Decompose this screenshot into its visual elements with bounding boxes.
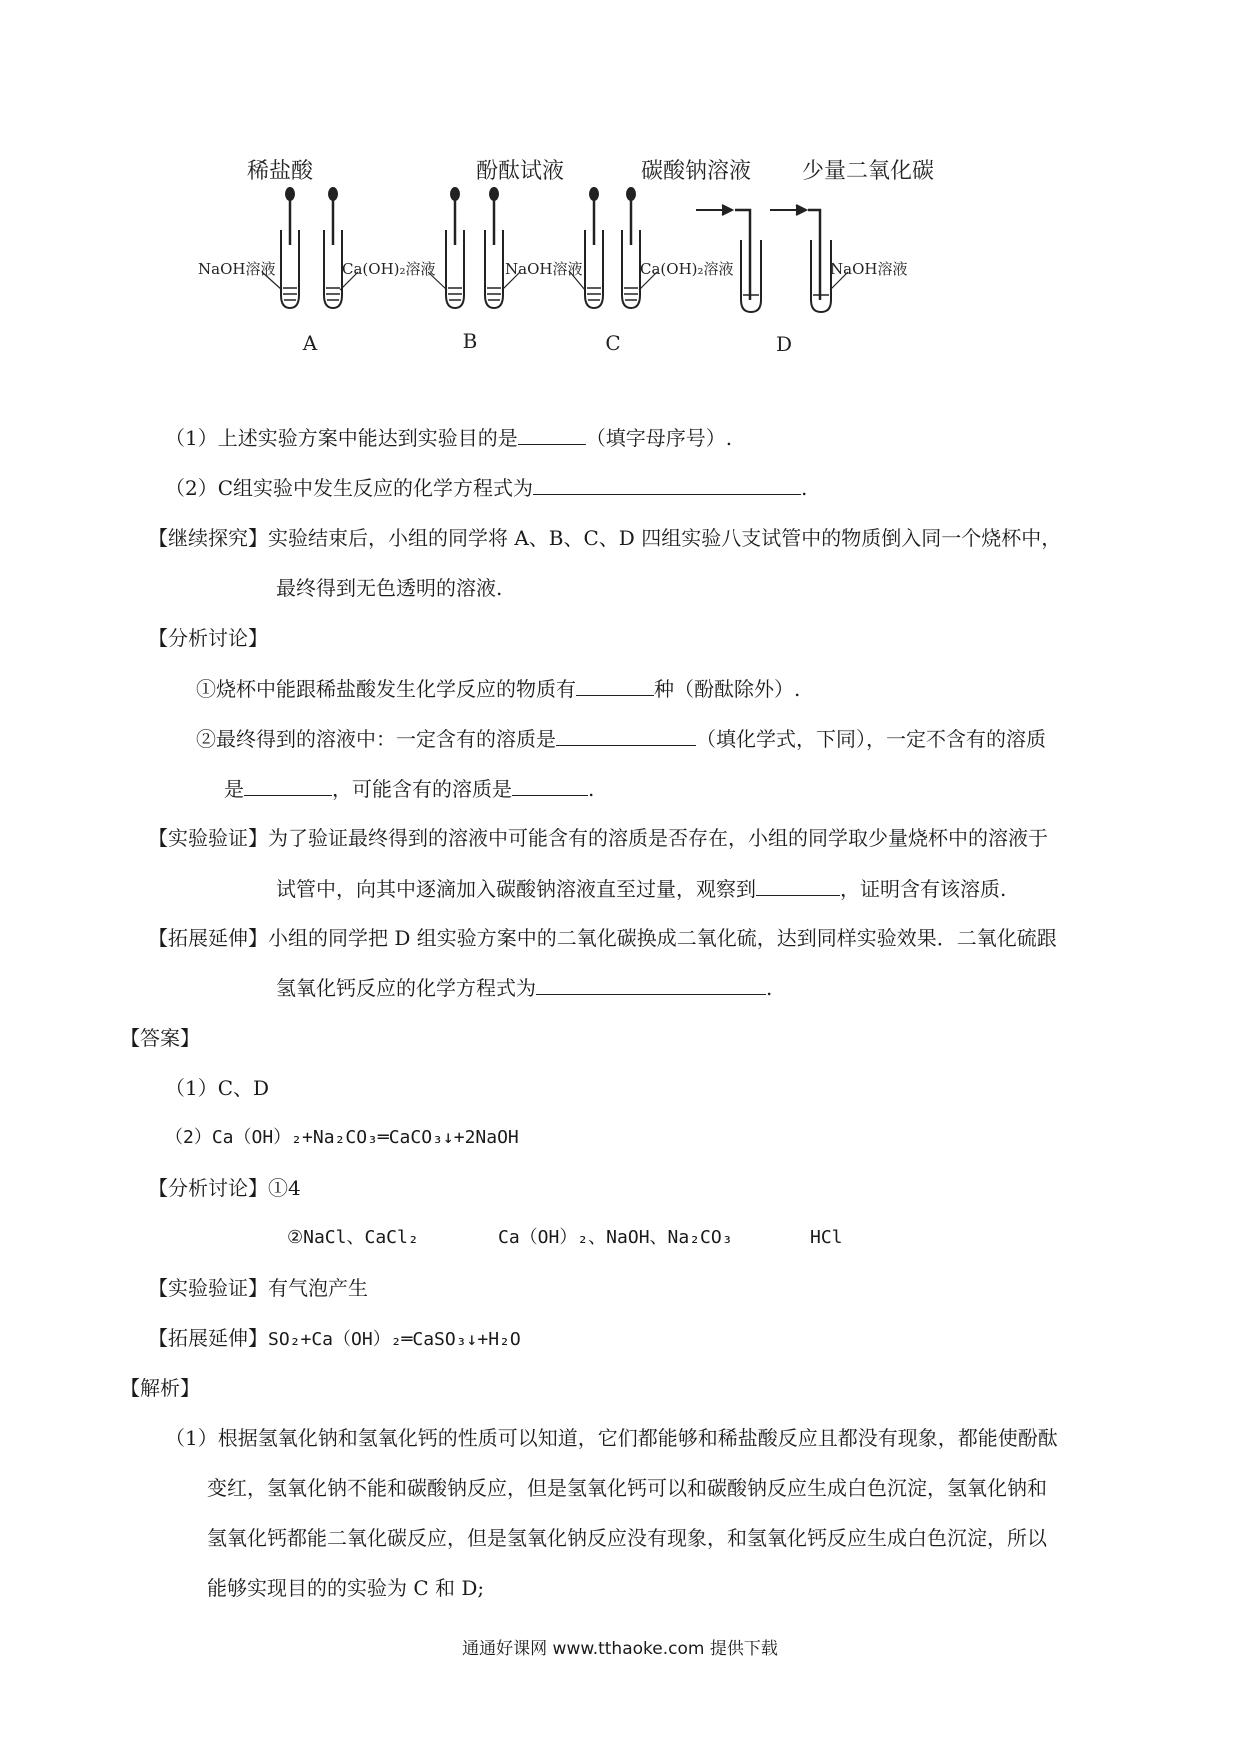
experiment-diagram bbox=[190, 150, 1070, 410]
analysis-item-2-line-2 bbox=[224, 774, 594, 804]
explain-heading: 【解析】 bbox=[120, 1376, 200, 1400]
analysis-item-2-blank-1[interactable] bbox=[556, 725, 696, 746]
test-tube-b2 bbox=[485, 188, 503, 308]
answer-3-value: ①4 bbox=[268, 1176, 301, 1200]
analysis-item-1-blank[interactable] bbox=[576, 675, 654, 696]
answer-5-tag: 【实验验证】 bbox=[148, 1276, 268, 1300]
answer-5-value: 有气泡产生 bbox=[268, 1276, 368, 1300]
analysis-item-1-post: 种（酚酞除外）. bbox=[654, 677, 801, 701]
verify-line-2 bbox=[276, 874, 1006, 904]
extend-section bbox=[148, 923, 1057, 953]
test-tube-d1 bbox=[696, 205, 761, 312]
answer-4-part-1: ②NaCl、CaCl₂ bbox=[287, 1227, 419, 1248]
explain-p1-line-4: 能够实现目的的实验为 C 和 D; bbox=[207, 1576, 485, 1600]
experiment-figure bbox=[190, 150, 1070, 410]
analysis-item-2-blank-2[interactable] bbox=[244, 775, 332, 796]
page-footer: 通通好课网 www.tthaoke.com 提供下载 bbox=[462, 1639, 778, 1659]
extend-blank[interactable] bbox=[536, 974, 766, 995]
answer-4-part-2: Ca（OH）₂、NaOH、Na₂CO₃ bbox=[498, 1227, 733, 1248]
answer-3 bbox=[148, 1173, 301, 1203]
verify-blank[interactable] bbox=[756, 875, 840, 896]
answer-4-part-3: HCl bbox=[810, 1227, 843, 1248]
question-2-blank[interactable] bbox=[533, 474, 801, 495]
explore-tag: 【继续探究】 bbox=[148, 526, 268, 550]
verify-line-2-pre: 试管中，向其中逐滴加入碳酸钠溶液直至过量，观察到 bbox=[276, 877, 756, 901]
explore-section bbox=[148, 523, 1061, 553]
question-1-text: （1）上述实验方案中能达到实验目的是 bbox=[165, 426, 518, 450]
analysis-item-2-pre: ②最终得到的溶液中：一定含有的溶质是 bbox=[196, 727, 556, 751]
analysis-item-2-b: ，可能含有的溶质是 bbox=[332, 777, 512, 801]
question-1-blank[interactable] bbox=[518, 424, 586, 445]
tube-label-c-caoh2: Ca(OH)₂溶液 bbox=[640, 260, 734, 278]
explain-p1-line-1: （1）根据氢氧化钠和氢氧化钙的性质可以知道，它们都能够和稀盐酸反应且都没有现象，都能使酚酞 bbox=[165, 1426, 1058, 1450]
group-label-b: B bbox=[462, 329, 478, 353]
reagent-label-phenolphthalein: 酚酞试液 bbox=[475, 159, 565, 184]
test-tube-a2 bbox=[324, 188, 342, 308]
verify-line-1: 为了验证最终得到的溶液中可能含有的溶质是否存在，小组的同学取少量烧杯中的溶液于 bbox=[268, 826, 1048, 850]
analysis-tag: 【分析讨论】 bbox=[148, 626, 268, 650]
verify-tag: 【实验验证】 bbox=[148, 826, 268, 850]
reagent-label-co2: 少量二氧化碳 bbox=[801, 159, 935, 184]
tube-label-d-naoh: NaOH溶液 bbox=[830, 260, 908, 278]
answer-3-tag: 【分析讨论】 bbox=[148, 1176, 268, 1200]
group-label-d: D bbox=[775, 332, 793, 356]
analysis-item-2-a: 是 bbox=[224, 777, 244, 801]
question-1-tail: （填字母序号）. bbox=[585, 426, 733, 450]
question-2-text: （2）C组实验中发生反应的化学方程式为 bbox=[165, 476, 534, 500]
answer-6 bbox=[148, 1323, 521, 1355]
analysis-item-2 bbox=[196, 724, 1046, 754]
answer-6-value: SO₂+Ca（OH）₂═CaSO₃↓+H₂O bbox=[268, 1329, 521, 1350]
question-1 bbox=[165, 423, 732, 453]
group-label-a: A bbox=[302, 331, 318, 355]
analysis-item-1-pre: ①烧杯中能跟稀盐酸发生化学反应的物质有 bbox=[196, 677, 576, 701]
reagent-label-hcl: 稀盐酸 bbox=[246, 159, 314, 184]
answer-5 bbox=[148, 1273, 368, 1303]
extend-tag: 【拓展延伸】 bbox=[148, 926, 268, 950]
explore-line-1: 实验结束后，小组的同学将 A、B、C、D 四组实验八支试管中的物质倒入同一个烧杯中， bbox=[268, 526, 1062, 550]
explain-p1-line-2: 变红，氢氧化钠不能和碳酸钠反应，但是氢氧化钙可以和碳酸钠反应生成白色沉淀，氢氧化钠和 bbox=[207, 1476, 1047, 1500]
analysis-item-2-mid: （填化学式，下同），一定不含有的溶质 bbox=[696, 727, 1046, 751]
extend-line-2-pre: 氢氧化钙反应的化学方程式为 bbox=[276, 976, 536, 1000]
test-tube-a1 bbox=[281, 188, 299, 308]
test-tube-c2 bbox=[622, 188, 640, 308]
test-tube-c1 bbox=[585, 188, 603, 308]
tube-label-a-naoh: NaOH溶液 bbox=[198, 260, 276, 278]
answer-6-tag: 【拓展延伸】 bbox=[148, 1326, 268, 1350]
analysis-item-1 bbox=[196, 674, 800, 704]
analysis-item-2-c: . bbox=[588, 777, 595, 801]
explain-p1-line-3: 氢氧化钙都能二氧化碳反应，但是氢氧化钠反应没有现象，和氢氧化钙反应生成白色沉淀，所以 bbox=[207, 1526, 1047, 1550]
group-label-c: C bbox=[605, 331, 621, 355]
tube-label-a-caoh2: Ca(OH)₂溶液 bbox=[342, 260, 436, 278]
test-tube-d2 bbox=[770, 205, 831, 312]
tube-label-b-naoh: NaOH溶液 bbox=[505, 260, 583, 278]
extend-line-1: 小组的同学把 D 组实验方案中的二氧化碳换成二氧化硫，达到同样实验效果．二氧化硫跟 bbox=[268, 926, 1057, 950]
answer-1: （1）C、D bbox=[165, 1076, 270, 1100]
verify-section bbox=[148, 823, 1048, 853]
extend-line-2 bbox=[276, 973, 772, 1003]
question-2 bbox=[165, 473, 807, 503]
answer-heading: 【答案】 bbox=[120, 1026, 200, 1050]
extend-line-2-post: . bbox=[766, 976, 773, 1000]
explore-line-2: 最终得到无色透明的溶液. bbox=[276, 576, 503, 600]
answer-2: （2）Ca（OH）₂+Na₂CO₃═CaCO₃↓+2NaOH bbox=[165, 1127, 519, 1148]
verify-line-2-post: ，证明含有该溶质. bbox=[840, 877, 1007, 901]
reagent-label-na2co3: 碳酸钠溶液 bbox=[640, 159, 752, 184]
analysis-item-2-blank-3[interactable] bbox=[512, 775, 588, 796]
question-2-tail: . bbox=[801, 476, 808, 500]
test-tube-b1 bbox=[446, 188, 464, 308]
